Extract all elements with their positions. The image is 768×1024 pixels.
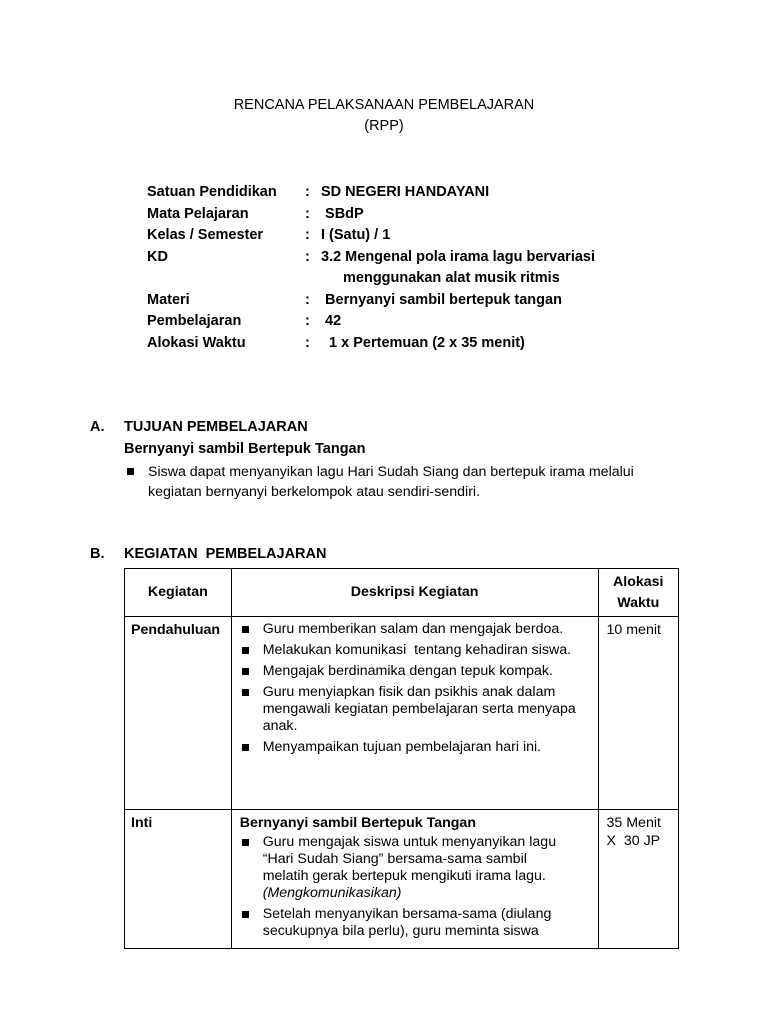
list-item: Mengajak berdinamika dengan tepuk kompak. [240, 663, 590, 680]
info-label: Satuan Pendidikan [147, 184, 277, 200]
square-bullet-icon [242, 744, 249, 751]
list-item: Melakukan komunikasi tentang kehadiran siswa. [240, 642, 590, 659]
info-colon: : [305, 291, 310, 308]
square-bullet-icon [242, 626, 249, 633]
activity-title: Bernyanyi sambil Bertepuk Tangan [239, 815, 476, 831]
time-cell: 10 menit [598, 617, 678, 810]
info-colon: : [305, 184, 310, 200]
activity-table [124, 568, 679, 949]
info-value: 42 [321, 313, 342, 329]
square-bullet-icon [242, 839, 249, 846]
info-row [147, 225, 621, 247]
section-title: KEGIATAN PEMBELAJARAN [124, 546, 327, 562]
info-label: Materi [147, 291, 190, 308]
stage-cell: Inti [125, 810, 232, 949]
kd-value-line2: menggunakan alat musik ritmis [343, 270, 560, 286]
square-bullet-icon [127, 468, 134, 475]
table-header-row [125, 569, 679, 617]
description-cell [231, 810, 598, 949]
info-label: Kelas / Semester [147, 227, 264, 243]
section-b-heading [90, 546, 326, 562]
info-row [147, 182, 621, 204]
info-row [147, 247, 621, 290]
identity-block [147, 182, 621, 354]
info-colon: : [305, 205, 310, 222]
section-letter: B. [90, 546, 105, 562]
info-label: Pembelajaran [147, 313, 242, 329]
activity-list [240, 834, 590, 940]
info-row [147, 204, 621, 226]
header-deskripsi: Deskripsi Kegiatan [231, 569, 598, 617]
square-bullet-icon [242, 668, 249, 675]
list-item: Menyampaikan tujuan pembelajaran hari ini. [240, 739, 590, 756]
info-label: Mata Pelajaran [147, 205, 249, 222]
info-value: I (Satu) / 1 [321, 227, 391, 243]
list-item: Guru memberikan salam dan mengajak berdoa. [240, 621, 590, 638]
table-row [125, 810, 679, 949]
header-alokasi: Alokasi Waktu [598, 569, 678, 617]
time-cell: 35 Menit X 30 JP [598, 810, 678, 949]
list-item: Guru menyiapkan fisik dan psikhis anak dalam mengawali kegiatan pembelajaran serta menyapa anak. [240, 684, 590, 735]
info-colon: : [305, 227, 310, 243]
square-bullet-icon [242, 689, 249, 696]
table-row [125, 617, 679, 810]
document-title: RENCANA PELAKSANAAN PEMBELAJARAN [233, 97, 535, 113]
list-item: Setelah menyanyikan bersama-sama (diulang secukupnya bila perlu), guru meminta siswa [240, 906, 590, 940]
info-colon: : [305, 248, 310, 265]
square-bullet-icon [242, 911, 249, 918]
activity-note: (Mengkomunikasikan) [262, 885, 402, 901]
info-row [147, 290, 621, 312]
info-value: SBdP [321, 205, 364, 222]
info-value: 1 x Pertemuan (2 x 35 menit) [321, 334, 525, 351]
document-subtitle: (RPP) [364, 118, 404, 134]
activity-list [240, 621, 590, 756]
info-value: SD NEGERI HANDAYANI [321, 184, 490, 200]
info-colon: : [305, 334, 310, 351]
section-title: TUJUAN PEMBELAJARAN [124, 419, 308, 435]
stage-cell: Pendahuluan [125, 617, 232, 810]
square-bullet-icon [242, 647, 249, 654]
header-kegiatan: Kegiatan [125, 569, 232, 617]
section-letter: A. [90, 419, 105, 435]
objective-text: Siswa dapat menyanyikan lagu Hari Sudah Siang dan bertepuk irama melalui kegiatan bernyanyi berkelompok atau sendiri-sendiri. [148, 464, 634, 500]
info-label: KD [147, 248, 168, 265]
list-item: Guru mengajak siswa untuk menyanyikan lagu “Hari Sudah Siang” bersama-sama sambil melatih gerak bertepuk mengikuti irama lagu. (Mengkomunikasikan) [240, 834, 590, 902]
info-label: Alokasi Waktu [147, 334, 246, 351]
description-cell [231, 617, 598, 810]
info-row [147, 311, 621, 333]
info-row [147, 333, 621, 355]
objective-item [124, 462, 684, 502]
info-value [321, 247, 621, 290]
info-colon: : [305, 313, 310, 329]
info-value: Bernyanyi sambil bertepuk tangan [321, 291, 562, 308]
kd-value-line1: 3.2 Mengenal pola irama lagu bervariasi [321, 248, 595, 265]
section-a-heading [90, 419, 308, 435]
objective-subtitle: Bernyanyi sambil Bertepuk Tangan [124, 441, 366, 457]
